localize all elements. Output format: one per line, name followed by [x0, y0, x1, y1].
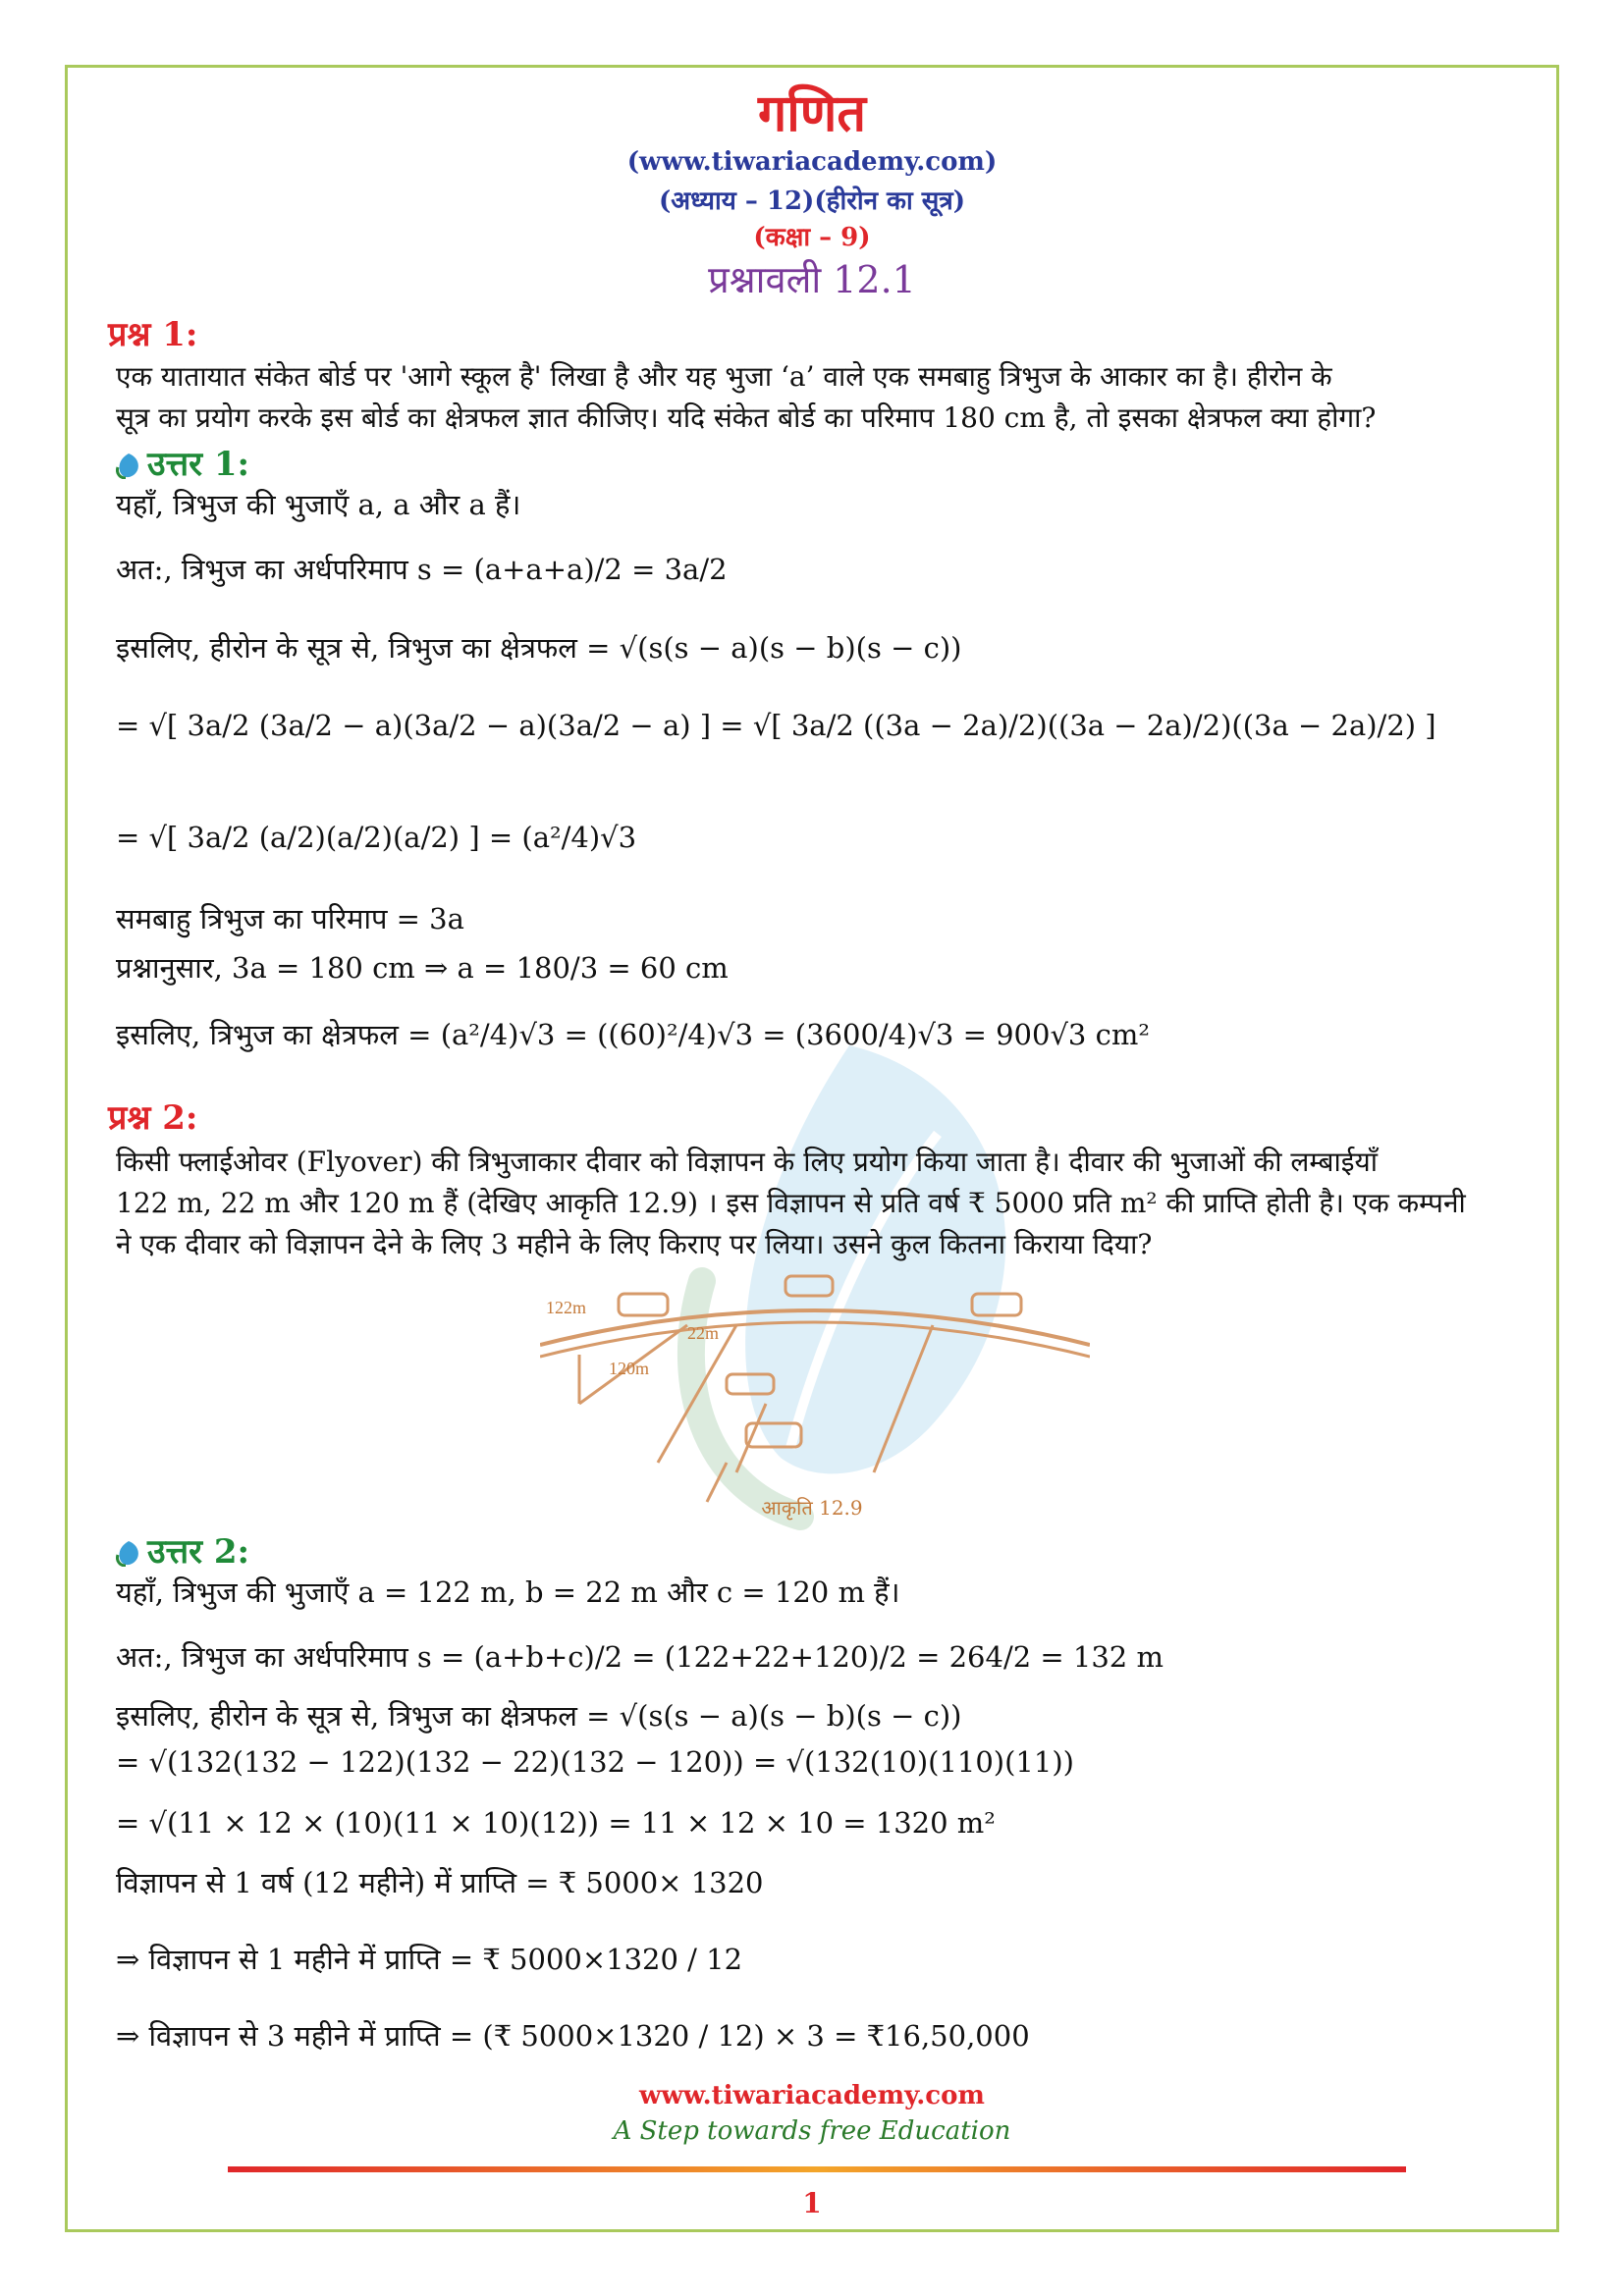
chapter-heading: (अध्याय – 12)(हीरोन का सूत्र)	[658, 187, 966, 216]
question-1-text-line-2: सूत्र का प्रयोग करके इस बोर्ड का क्षेत्रफल ज्ञात कीजिए। यदि संकेत बोर्ड का परिमाप 180 cm है, तो इसका क्षेत्रफल क्या होगा?	[116, 401, 1377, 434]
question-1-label: प्रश्न 1:	[108, 315, 198, 354]
question-2-label: प्रश्न 2:	[108, 1098, 198, 1138]
header-site-link[interactable]: (www.tiwariacademy.com)	[626, 147, 998, 177]
exercise-heading: प्रश्नावली 12.1	[708, 258, 916, 301]
footer-site-link[interactable]: www.tiwariacademy.com	[639, 2081, 985, 2110]
answer-1-label: उत्तर 1:	[147, 445, 250, 484]
class-heading: (कक्षा – 9)	[753, 223, 871, 252]
answer-1-line-8: इसलिए, त्रिभुज का क्षेत्रफल = (a²/4)√3 = ((60)²/4)√3 = (3600/4)√3 = 900√3 cm²	[116, 1018, 1150, 1051]
tiwari-leaf-icon	[116, 1539, 141, 1567]
answer-2-line-5: = √(11 × 12 × (10)(11 × 10)(12)) = 11 × 12 × 10 = 1320 m²	[116, 1806, 996, 1840]
answer-1-line-6: समबाहु त्रिभुज का परिमाप = 3a	[116, 902, 464, 935]
answer-2-line-4: = √(132(132 − 122)(132 − 22)(132 − 120)) = √(132(10)(110)(11))	[116, 1745, 1074, 1779]
flyover-support-1	[658, 1325, 736, 1463]
figure-caption: आकृति 12.9	[761, 1496, 863, 1520]
flyover-figure	[540, 1266, 1090, 1522]
figure-label-122m: 122m	[546, 1298, 587, 1317]
car-icon-2	[785, 1276, 833, 1296]
page-title: गणित	[758, 83, 866, 143]
answer-1-heading	[116, 440, 249, 485]
car-icon-3	[972, 1294, 1021, 1315]
page-number: 1	[802, 2187, 822, 2219]
answer-1-line-3: इसलिए, हीरोन के सूत्र से, त्रिभुज का क्षेत्रफल = √(s(s − a)(s − b)(s − c))	[116, 631, 962, 665]
figure-label-120m: 120m	[609, 1359, 650, 1378]
car-icon-1	[619, 1294, 668, 1315]
answer-2-line-1: यहाँ, त्रिभुज की भुजाएँ a = 122 m, b = 22 m और c = 120 m हैं।	[116, 1575, 900, 1609]
flyover-support-2	[874, 1325, 933, 1472]
answer-1-line-1: यहाँ, त्रिभुज की भुजाएँ a, a और a हैं।	[116, 488, 521, 521]
answer-2-line-8: ⇒ विज्ञापन से 3 महीने में प्राप्ति = (₹ 5000×1320 / 12) × 3 = ₹16,50,000	[116, 2019, 1030, 2053]
answer-2-label: उत्तर 2:	[147, 1532, 250, 1572]
answer-1-line-4: = √[ 3a/2 (3a/2 − a)(3a/2 − a)(3a/2 − a) ] = √[ 3a/2 ((3a − 2a)/2)((3a − 2a)/2)((3a − 2a)/2) ]	[116, 709, 1436, 742]
answer-1-line-7: प्रश्नानुसार, 3a = 180 cm ⇒ a = 180/3 = 60 cm	[116, 951, 729, 985]
question-1-text-line-1: एक यातायात संकेत बोर्ड पर 'आगे स्कूल है' लिखा है और यह भुजा ‘a’ वाले एक समबाहु त्रिभुज के आकार का है। हीरोन के	[116, 360, 1332, 393]
answer-1-line-2: अत:, त्रिभुज का अर्धपरिमाप s = (a+a+a)/2 = 3a/2	[116, 553, 728, 586]
answer-1-line-5: = √[ 3a/2 (a/2)(a/2)(a/2) ] = (a²/4)√3	[116, 821, 637, 854]
answer-2-line-6: विज्ञापन से 1 वर्ष (12 महीने) में प्राप्ति = ₹ 5000× 1320	[116, 1866, 764, 1899]
footer-tagline: A Step towards free Education	[613, 2116, 1011, 2146]
answer-2-line-3: इसलिए, हीरोन के सूत्र से, त्रिभुज का क्षेत्रफल = √(s(s − a)(s − b)(s − c))	[116, 1699, 962, 1733]
answer-2-heading	[116, 1527, 249, 1573]
answer-2-line-2: अत:, त्रिभुज का अर्धपरिमाप s = (a+b+c)/2 = (122+22+120)/2 = 264/2 = 132 m	[116, 1640, 1164, 1674]
tiwari-leaf-icon	[116, 452, 141, 479]
question-2-text-line-3: ने एक दीवार को विज्ञापन देने के लिए 3 महीने के लिए किराए पर लिया। उसने कुल कितना किराया दिया?	[116, 1228, 1153, 1260]
footer-divider	[228, 2166, 1406, 2172]
answer-2-line-7: ⇒ विज्ञापन से 1 महीने में प्राप्ति = ₹ 5000×1320 / 12	[116, 1943, 743, 1976]
road-line-1	[736, 1404, 766, 1472]
figure-label-22m: 22m	[687, 1323, 720, 1343]
question-2-text-line-2: 122 m, 22 m और 120 m हैं (देखिए आकृति 12.9) । इस विज्ञापन से प्रति वर्ष ₹ 5000 प्रति m² की प्राप्ति होती है। एक कम्पनी	[116, 1187, 1466, 1219]
question-2-text-line-1: किसी फ्लाईओवर (Flyover) की त्रिभुजाकार दीवार को विज्ञापन के लिए प्रयोग किया जाता है। दीवार की भुजाओं की लम्बाईयाँ	[116, 1146, 1378, 1178]
car-icon-4	[727, 1374, 774, 1394]
